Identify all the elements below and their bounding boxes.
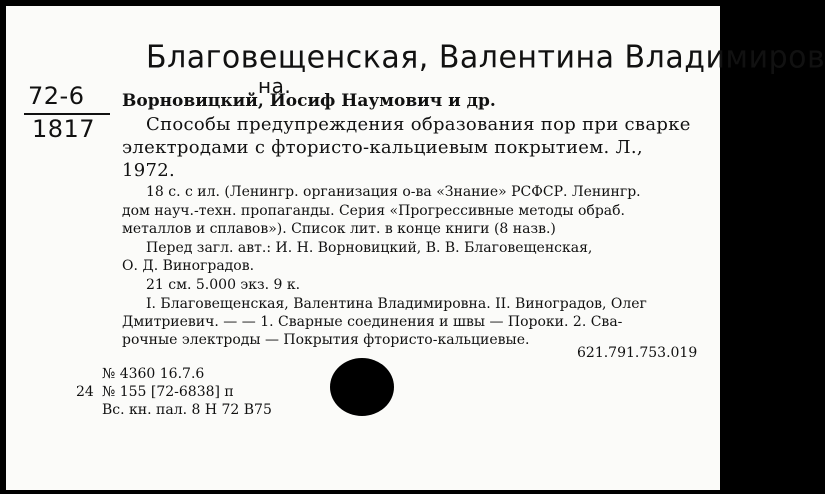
tracing-line-1: I. Благовещенская, Валентина Владимировна. II. Виноградов, Олег bbox=[146, 296, 647, 312]
tracing-line-2: Дмитриевич. — — 1. Сварные соединения и швы — Пороки. 2. Сва- bbox=[122, 314, 623, 330]
description-line-3: металлов и сплавов»). Список лит. в конце книги (8 назв.) bbox=[122, 221, 556, 237]
note-line-1: Перед загл. авт.: И. Н. Ворновицкий, В. В. Благовещенская, bbox=[146, 240, 593, 256]
ink-blot bbox=[330, 358, 394, 416]
call-number-bottom: 1817 bbox=[32, 115, 96, 143]
description-line-2: дом науч.-техн. пропаганды. Серия «Прогрессивные методы обраб. bbox=[122, 203, 626, 219]
title-line-3: 1972. bbox=[122, 160, 176, 181]
call-number-top: 72-6 bbox=[28, 82, 85, 110]
description-line-1: 18 с. с ил. (Ленингр. организация о-ва «Знание» РСФСР. Ленингр. bbox=[146, 184, 641, 200]
udc-number: 621.791.753.019 bbox=[577, 345, 698, 361]
footer-line-1: № 4360 16.7.6 bbox=[102, 366, 205, 382]
footer-line-3: Вс. кн. пал. 8 Н 72 В75 bbox=[102, 402, 272, 418]
handwritten-heading-continuation: на. bbox=[258, 74, 292, 98]
note-line-2: О. Д. Виноградов. bbox=[122, 258, 255, 274]
handwritten-heading: Благовещенская, Валентина Владимиров bbox=[146, 39, 825, 76]
footer-line-2-prefix: 24 bbox=[76, 384, 94, 400]
format-line: 21 см. 5.000 экз. 9 к. bbox=[146, 277, 301, 293]
tracing-line-3: рочные электроды — Покрытия фтористо-кальциевые. bbox=[122, 332, 530, 348]
author-heading: Ворновицкий, Иосиф Наумович и др. bbox=[122, 91, 496, 111]
footer-line-2: № 155 [72-6838] п bbox=[102, 384, 234, 400]
title-line-1: Способы предупреждения образования пор при сварке bbox=[146, 114, 691, 135]
title-line-2: электродами с фтористо-кальциевым покрытием. Л., bbox=[122, 137, 643, 158]
